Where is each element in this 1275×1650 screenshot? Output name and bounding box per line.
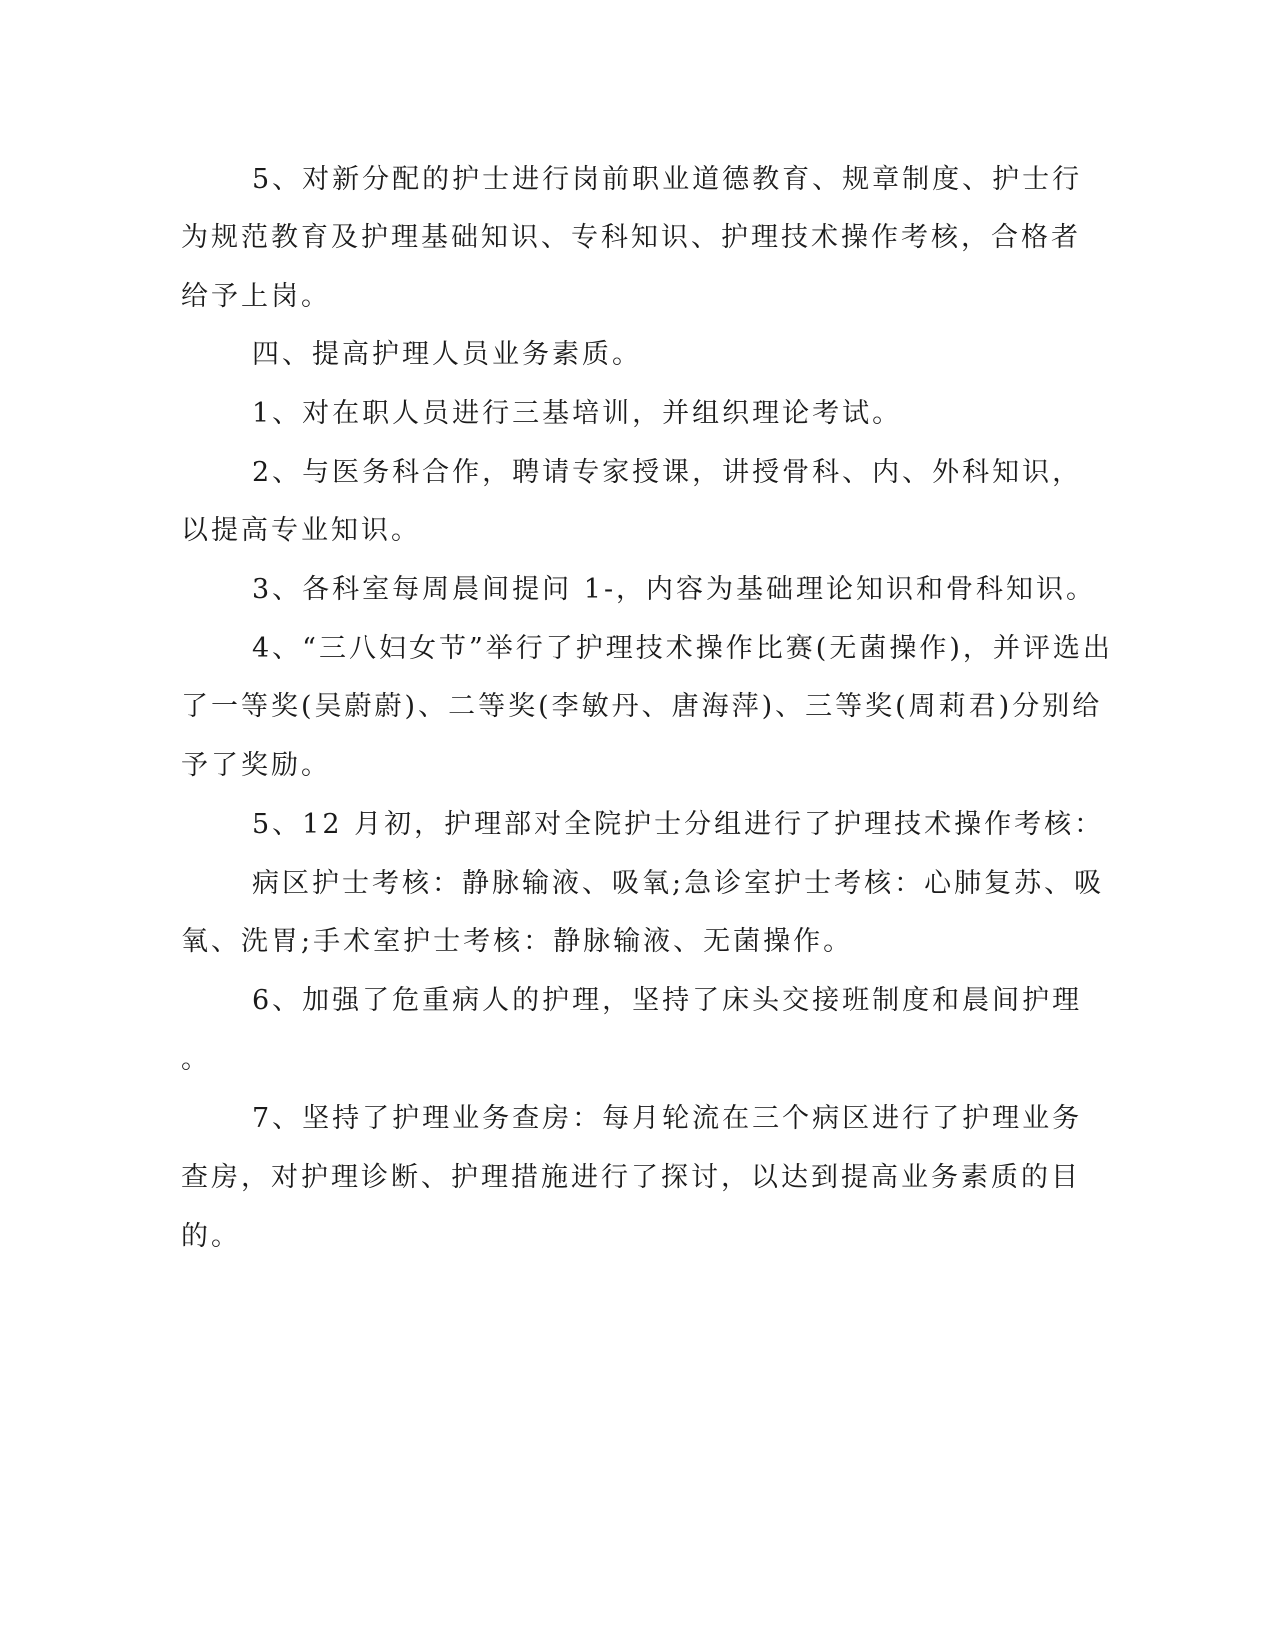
text-line: 的。: [181, 1221, 241, 1252]
text-line: 。: [181, 1044, 211, 1075]
text-line: 了一等奖(吴蔚蔚)、二等奖(李敏丹、唐海萍)、三等奖(周莉君)分别给: [181, 691, 1103, 722]
text-line: 氧、洗胃;手术室护士考核：静脉输液、无菌操作。: [181, 926, 854, 957]
text-line: 病区护士考核：静脉输液、吸氧;急诊室护士考核：心肺复苏、吸: [252, 868, 1105, 899]
text-line: 为规范教育及护理基础知识、专科知识、护理技术操作考核，合格者: [181, 222, 1081, 253]
text-line: 以提高专业知识。: [181, 515, 421, 546]
text-line: 1、对在职人员进行三基培训，并组织理论考试。: [252, 398, 903, 429]
text-line: 5、12 月初，护理部对全院护士分组进行了护理技术操作考核：: [252, 809, 1105, 840]
section-heading: 四、提高护理人员业务素质。: [252, 339, 642, 370]
text-line: 给予上岗。: [181, 281, 331, 312]
text-line: 3、各科室每周晨间提问 1-，内容为基础理论知识和骨科知识。: [252, 574, 1097, 605]
text-line: 4、“三八妇女节”举行了护理技术操作比赛(无菌操作)，并评选出: [252, 633, 1113, 664]
text-line: 7、坚持了护理业务查房：每月轮流在三个病区进行了护理业务: [252, 1103, 1083, 1134]
text-line: 查房，对护理诊断、护理措施进行了探讨，以达到提高业务素质的目: [181, 1162, 1081, 1193]
text-line: 5、对新分配的护士进行岗前职业道德教育、规章制度、护士行: [252, 164, 1083, 195]
text-line: 予了奖励。: [181, 750, 331, 781]
text-line: 6、加强了危重病人的护理，坚持了床头交接班制度和晨间护理: [252, 985, 1083, 1016]
text-line: 2、与医务科合作，聘请专家授课，讲授骨科、内、外科知识，: [252, 457, 1083, 488]
